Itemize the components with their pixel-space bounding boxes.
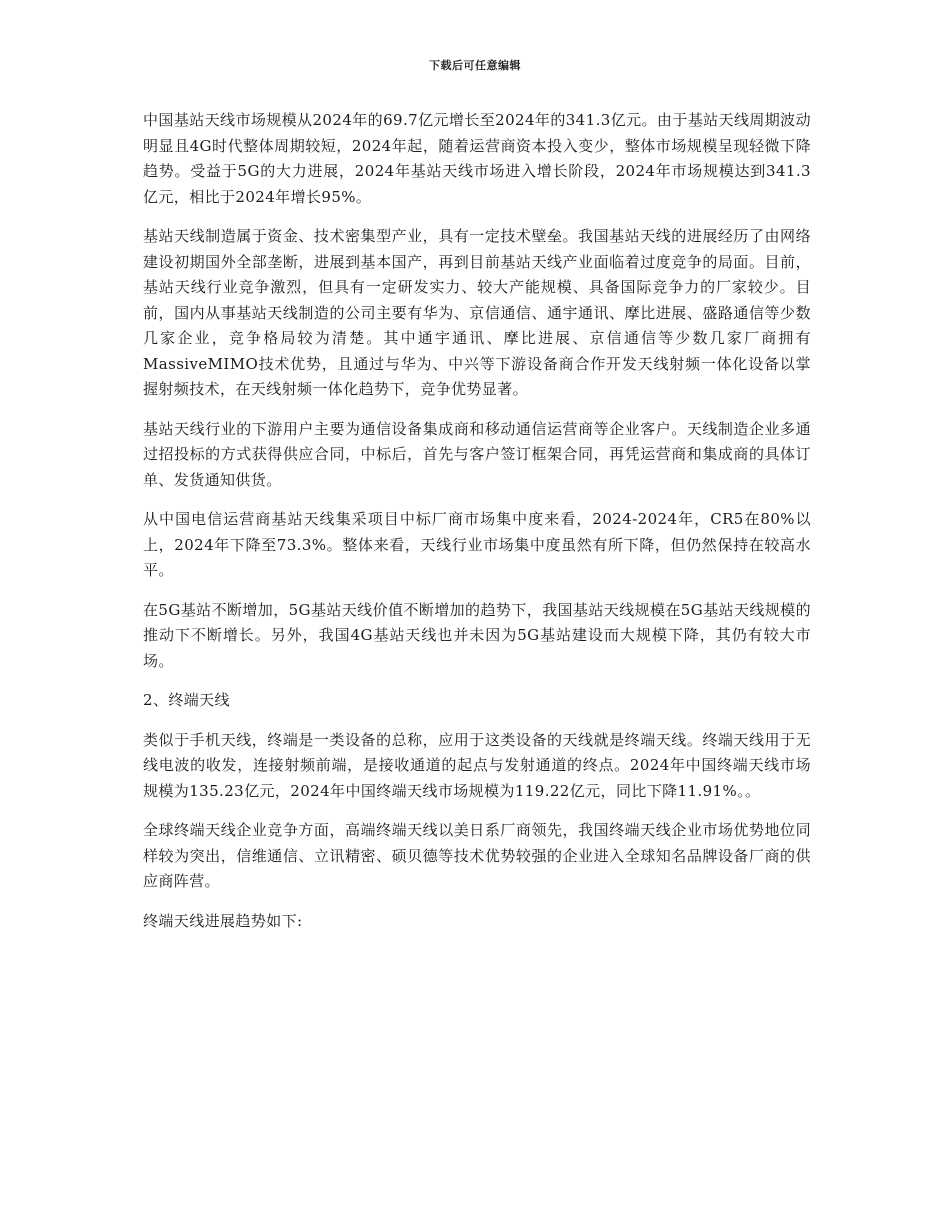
page-header: 下载后可任意编辑 [429, 59, 521, 72]
paragraph-terminal-antenna-competition: 全球终端天线企业竞争方面，高端终端天线以美日系厂商领先，我国终端天线企业市场优势地位同样较为突出，信维通信、立讯精密、硕贝德等技术优势较强的企业进入全球知名品牌设备厂商的供应商阵营。 [143, 821, 811, 890]
paragraph-base-station-market-size: 中国基站天线市场规模从2024年的69.7亿元增长至2024年的341.3亿元。由于基站天线周期波动明显且4G时代整体周期较短，2024年起，随着运营商资本投入变少，整体市场规模呈现轻微下降趋势。受益于5G的大力进展，2024年基站天线市场进入增长阶段，2024年市场规模达到341.3亿元，相比于2024年增长95%。 [143, 111, 811, 206]
paragraph-manufacturing-competition: 基站天线制造属于资金、技术密集型产业，具有一定技术壁垒。我国基站天线的进展经历了由网络建设初期国外全部垄断，进展到基本国产，再到目前基站天线产业面临着过度竞争的局面。目前，基站天线行业竞争激烈，但具有一定研发实力、较大产能规模、具备国际竞争力的厂家较少。目前，国内从事基站天线制造的公司主要有华为、京信通信、通宇通讯、摩比进展、盛路通信等少数几家企业，竞争格局较为清楚。其中通宇通讯、摩比进展、京信通信等少数几家厂商拥有MassiveMIMO技术优势，且通过与华为、中兴等下游设备商合作开发天线射频一体化设备以掌握射频技术，在天线射频一体化趋势下，竞争优势显著。 [143, 227, 811, 398]
document-body [143, 108, 811, 948]
section-heading-terminal-antenna: 2、终端天线 [143, 691, 230, 709]
paragraph-market-concentration: 从中国电信运营商基站天线集采项目中标厂商市场集中度来看，2024-2024年，CR5在80%以上，2024年下降至73.3%。整体来看，天线行业市场集中度虽然有所下降，但仍然保持在较高水平。 [143, 510, 811, 579]
paragraph-downstream-users: 基站天线行业的下游用户主要为通信设备集成商和移动通信运营商等企业客户。天线制造企业多通过招投标的方式获得供应合同，中标后，首先与客户签订框架合同，再凭运营商和集成商的具体订单、发货通知供货。 [143, 419, 811, 489]
paragraph-terminal-antenna-trends: 终端天线进展趋势如下: [143, 911, 303, 930]
paragraph-5g-growth: 在5G基站不断增加，5G基站天线价值不断增加的趋势下，我国基站天线规模在5G基站天线规模的推动下不断增长。另外，我国4G基站天线也并未因为5G基站建设而大规模下降，其仍有较大市场。 [143, 600, 811, 670]
paragraph-terminal-antenna-definition: 类似于手机天线，终端是一类设备的总称，应用于这类设备的天线就是终端天线。终端天线用于无线电波的收发，连接射频前端，是接收通道的起点与发射通道的终点。2024年中国终端天线市场规模为135.23亿元，2024年中国终端天线市场规模为119.22亿元，同比下降11.91%。。 [143, 730, 811, 800]
